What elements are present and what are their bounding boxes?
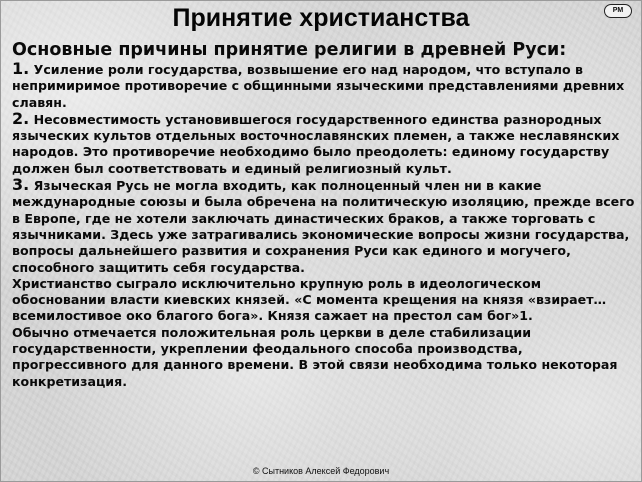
- slide-content: [12, 40, 636, 390]
- slide-title: Принятие христианства: [172, 4, 470, 32]
- reason-text-1: Усиление роли государства, возвышение его над народом, что вступало в непримиримое противоречие с общинными языческими представлениями древних славян.: [12, 62, 625, 110]
- reason-number-3: 3.: [12, 175, 30, 195]
- reason-number-2: 2.: [12, 108, 30, 128]
- reason-item-2: [12, 108, 636, 177]
- reason-text-2: Несовместимость установившегося государственного единства разнородных языческих культов отдельных восточнославянских племен, а также неславянских народов. Это противоречие необходимо было преодолеть: единому государству должен был соответствовать и единый религиозный культ.: [12, 111, 620, 176]
- reason-item-1: [12, 61, 636, 111]
- paragraph-ideology: Христианство сыграло исключительно крупную роль в идеологическом обосновании власти киевских князей. «С момента крещения на князя «взирает… всемилостивое око благого бога». Князя сажает на престол сам бог»1.: [12, 275, 607, 324]
- reason-item-3: [12, 177, 636, 276]
- pm-logo-badge: PM: [604, 4, 632, 18]
- reason-text-3: Языческая Русь не могла входить, как полноценный член ни в какие международные союзы и была обречена на политическую изоляцию, прежде всего в Европе, где не хотели заключать династических браков, а также торговать с язычниками. Здесь уже затрагивались экономические вопросы жизни государства, вопросы дальнейшего развития и сохранения Руси как единого и могучего, способного защитить себя государства.: [12, 178, 635, 275]
- copyright-footer: © Сытников Алексей Федорович: [252, 466, 390, 476]
- paragraph-church-role: Обычно отмечается положительная роль церкви в деле стабилизации государственности, укреплении феодального способа производства, прогрессивного для данного времени. В этой связи необходима только некоторая конкретизация.: [12, 324, 618, 389]
- reason-number-1: 1.: [12, 59, 30, 78]
- section-heading: Основные причины принятие религии в древней Руси:: [12, 40, 567, 60]
